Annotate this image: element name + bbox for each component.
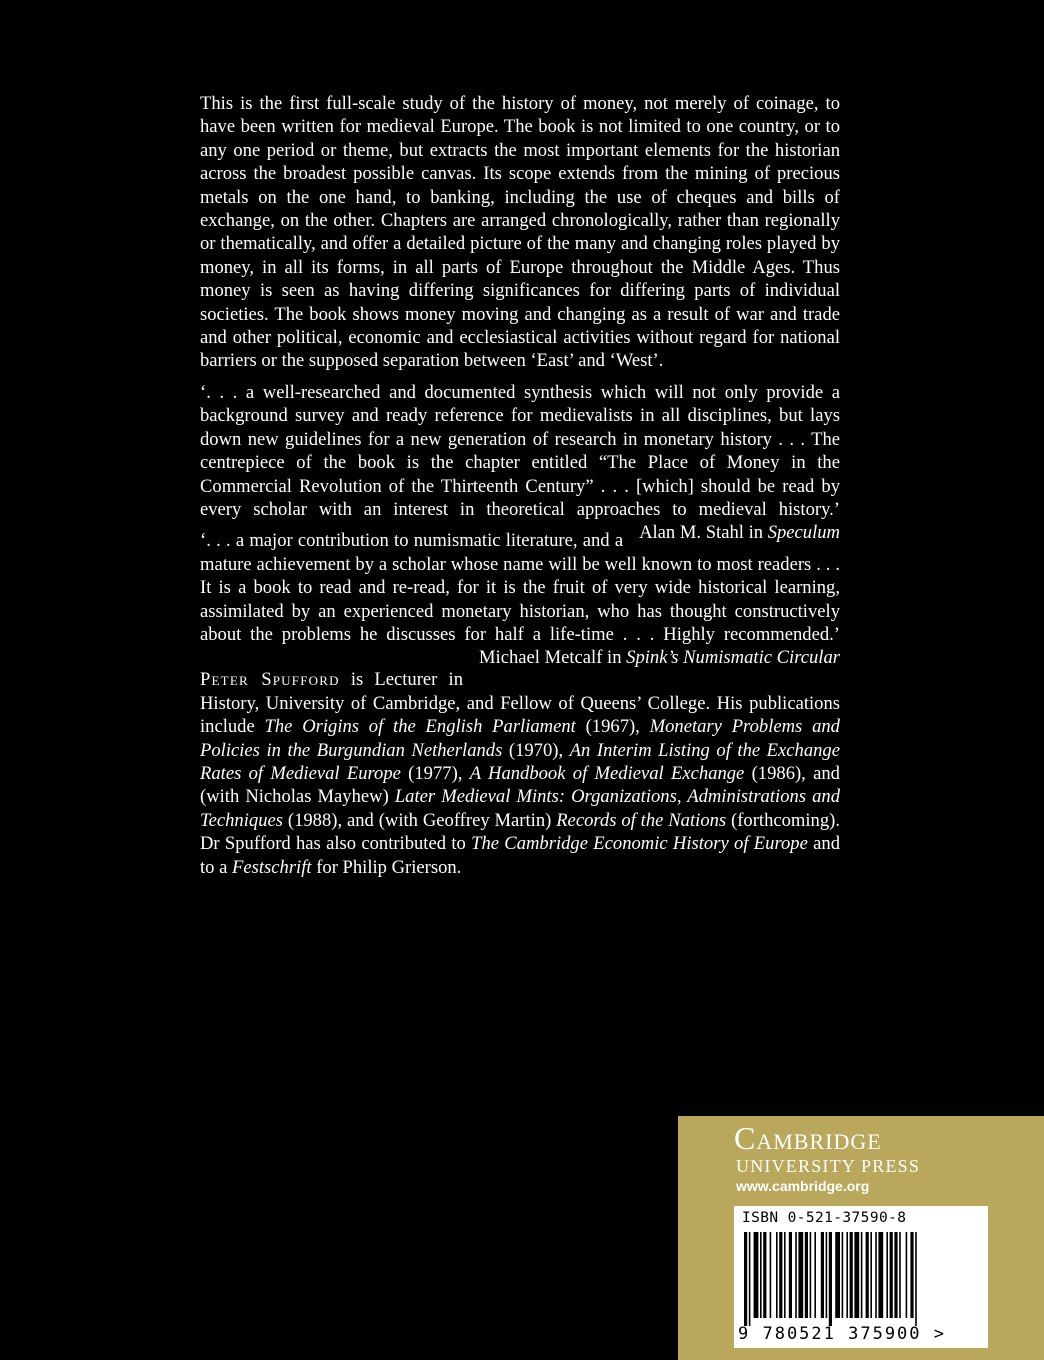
review-1-reviewer: Alan M. Stahl in	[639, 522, 764, 544]
barcode-bar	[854, 1232, 859, 1318]
barcode-bar	[861, 1232, 863, 1318]
review-2-attribution	[479, 646, 840, 669]
barcode-bar	[784, 1232, 786, 1318]
review-2-source: Spink’s Numismatic Circular	[626, 647, 840, 669]
barcode-bar	[846, 1232, 848, 1318]
barcode-bar	[805, 1232, 808, 1318]
barcode-bar	[749, 1232, 751, 1326]
barcode-bar	[810, 1232, 812, 1318]
barcode-bar	[821, 1232, 824, 1318]
barcode-bar	[894, 1232, 897, 1318]
bio-title-6: Records of the Nations	[556, 809, 727, 831]
publisher-panel	[678, 1116, 1044, 1360]
review-1-attribution	[639, 521, 840, 544]
back-cover-text	[200, 92, 840, 879]
barcode-bar	[842, 1232, 844, 1318]
bio-title-1: The Origins of the English Parliament	[264, 716, 576, 738]
barcode-bar	[795, 1232, 797, 1318]
barcode-bar	[754, 1232, 759, 1318]
bio-text-8: and to a	[200, 833, 840, 878]
barcode-icon	[744, 1232, 978, 1326]
barcode-bar	[899, 1232, 901, 1318]
barcode-bar	[835, 1232, 840, 1318]
barcode-bar	[798, 1232, 803, 1318]
bio-text-6: (1988), and (with Geoffrey Martin)	[282, 809, 557, 831]
barcode-bar	[866, 1232, 869, 1318]
review-2-text: ‘. . . a major contribution to numismatic literature, and a mature achievement by a scholar whose name will be well known to most readers . . . It is a book to read and re-read, for it is the fruit of very wide historical learning, assimilated by an experienced monetary historian, who has thought constructively about the problems he discusses for half a life-time . . . Highly recommended.’	[200, 530, 840, 645]
barcode-bar	[878, 1232, 883, 1318]
barcode-bar	[770, 1232, 772, 1318]
bio-title-4: A Handbook of Medieval Exchange	[469, 762, 745, 784]
barcode-bar	[875, 1232, 877, 1318]
author-name: Peter Spufford	[200, 669, 340, 691]
barcode-bar	[814, 1232, 816, 1318]
barcode-number: 9 780521 375900 >	[738, 1324, 946, 1344]
barcode-bar	[744, 1232, 747, 1326]
barcode-bar	[890, 1232, 893, 1318]
bio-text-7: (forthcoming). Dr Spufford has also contributed to	[200, 809, 840, 855]
bio-text-3: (1970),	[502, 739, 570, 761]
publisher-url: www.cambridge.org	[736, 1178, 870, 1194]
barcode-bar	[789, 1232, 792, 1318]
bio-title-2: Monetary Problems and Policies in the Burgundian Netherlands	[200, 716, 840, 761]
review-quote-1	[200, 381, 840, 544]
author-bio	[200, 668, 840, 879]
barcode-bar	[906, 1232, 908, 1318]
publisher-logo-subname: UNIVERSITY PRESS	[736, 1156, 921, 1176]
barcode-bar	[915, 1232, 917, 1326]
barcode-bar	[829, 1232, 832, 1326]
barcode-bar	[779, 1232, 782, 1318]
bio-text-5: (1986), and (with Nicholas Mayhew)	[200, 762, 840, 808]
barcode-bar	[870, 1232, 872, 1318]
bio-title-7: The Cambridge Economic History of Europe	[471, 833, 808, 855]
barcode-bar	[886, 1232, 888, 1318]
review-1-text: ‘. . . a well-researched and documented synthesis which will not only provide a background survey and ready reference for medievalists in all disciplines, but lays down new guidelines for a new generation of research in monetary history . . . The centrepiece of the book is the chapter entitled “The Place of Money in the Commercial Revolution of the Thirteenth Century” . . . [which] should be read by every scholar with an interest in theoretical approaches to medieval history.’	[200, 381, 840, 520]
publisher-logo-name: Cambridge	[734, 1120, 882, 1156]
description-paragraph: This is the first full-scale study of the history of money, not merely of coinage, to have been written for medieval Europe. The book is not limited to one country, or to any one period or theme, but extracts the most important elements for the historian across the broadest possible canvas. Its scope extends from the mining of precious metals on the one hand, to banking, including the use of cheques and bills of exchange, on the other. Chapters are arranged chronologically, rather than regionally or thematically, and offer a detailed picture of the many and changing roles played by money, in all its forms, in all parts of Europe throughout the Middle Ages. Thus money is seen as having differing significances for differing parts of individual societies. The book shows money moving and changing as a result of war and trade and other political, economic and ecclesiastical activities without regard for national barriers or the supposed separation between ‘East’ and ‘West’.	[200, 93, 840, 372]
bio-title-8: Festschrift	[232, 856, 312, 878]
barcode-bar	[760, 1232, 762, 1318]
barcode-panel	[734, 1206, 988, 1348]
barcode-bar	[763, 1232, 766, 1318]
review-2-reviewer: Michael Metcalf in	[479, 647, 622, 669]
barcode-bar	[850, 1232, 853, 1318]
bio-text-4: (1977),	[400, 762, 470, 784]
isbn-label: ISBN 0-521-37590-8	[742, 1210, 907, 1226]
barcode-bar	[826, 1232, 828, 1318]
review-quote-2	[200, 529, 840, 669]
bio-text-1: is Lecturer in History, University of Cambridge, and Fellow of Queens’ College. His publications include	[200, 669, 840, 738]
barcode-bar	[776, 1232, 778, 1318]
barcode-bar	[910, 1232, 913, 1318]
review-1-source: Speculum	[767, 522, 840, 544]
bio-title-5: Later Medieval Mints: Organizations, Administrations and Techniques	[200, 786, 840, 831]
bio-text-2: (1967),	[575, 716, 650, 738]
bio-title-3: An Interim Listing of the Exchange Rates of Medieval Europe	[200, 739, 840, 784]
bio-text-9: for Philip Grierson.	[311, 856, 462, 878]
